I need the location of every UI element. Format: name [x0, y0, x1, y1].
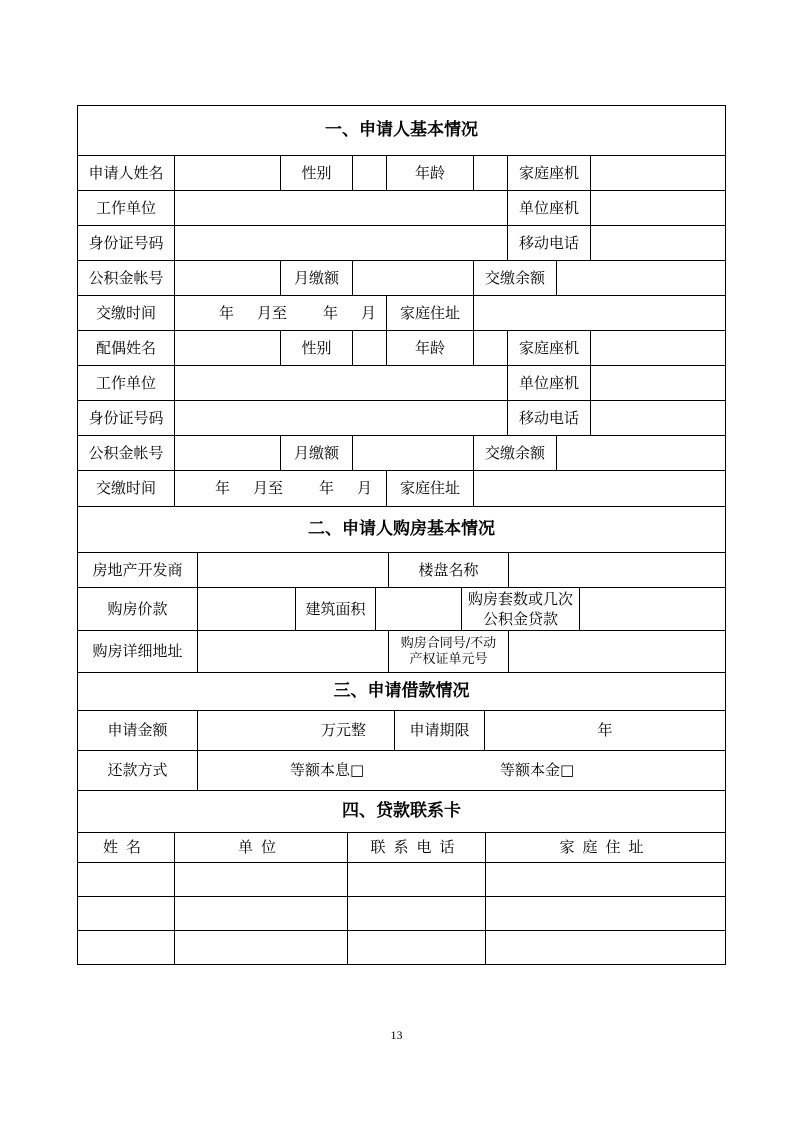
- field-developer[interactable]: [198, 553, 389, 588]
- field-spouse-home-address[interactable]: [474, 471, 725, 507]
- label-spouse-name: 配偶姓名: [78, 331, 175, 366]
- field-spouse-name[interactable]: [175, 331, 281, 366]
- field-monthly-pay[interactable]: [353, 261, 474, 296]
- section3-title: 三、申请借款情况: [78, 673, 725, 711]
- label-age: 年龄: [387, 156, 474, 191]
- field-sets-count[interactable]: [580, 588, 725, 631]
- spouse-pay-time-month: 月: [357, 479, 373, 497]
- pay-time-year-2: 年: [323, 303, 339, 322]
- label-spouse-gender: 性别: [281, 331, 353, 366]
- pay-time-month: 月: [361, 303, 377, 322]
- field-spouse-monthly-pay[interactable]: [353, 436, 474, 471]
- field-spouse-pay-time[interactable]: [175, 471, 387, 507]
- label-id-number: 身份证号码: [78, 226, 175, 261]
- label-monthly-pay: 月缴额: [281, 261, 353, 296]
- field-spouse-age[interactable]: [474, 331, 508, 366]
- contact-cell[interactable]: [78, 931, 175, 964]
- field-age[interactable]: [474, 156, 508, 191]
- label-fund-account: 公积金帐号: [78, 261, 175, 296]
- label-home-address: 家庭住址: [387, 296, 474, 331]
- contact-cell[interactable]: [486, 931, 725, 964]
- pay-time-year-1: 年: [219, 303, 235, 322]
- field-spouse-work-unit[interactable]: [175, 366, 508, 401]
- label-spouse-monthly-pay: 月缴额: [281, 436, 353, 471]
- pay-time-month-to: 月至: [257, 303, 288, 322]
- field-id-number[interactable]: [175, 226, 508, 261]
- field-amount[interactable]: [198, 711, 395, 751]
- label-gender: 性别: [281, 156, 353, 191]
- label-pay-time: 交缴时间: [78, 296, 175, 331]
- label-spouse-unit-phone: 单位座机: [508, 366, 591, 401]
- section4-title: 四、贷款联系卡: [78, 791, 725, 833]
- field-mobile[interactable]: [591, 226, 725, 261]
- page-number: 13: [390, 1028, 403, 1042]
- contact-cell[interactable]: [486, 897, 725, 931]
- label-spouse-work-unit: 工作单位: [78, 366, 175, 401]
- spouse-pay-time-year-1: 年: [215, 479, 231, 497]
- option-equal-installment[interactable]: 等额本息□: [290, 761, 365, 779]
- application-form: [77, 105, 726, 965]
- contact-cell[interactable]: [175, 931, 348, 964]
- field-spouse-id-number[interactable]: [175, 401, 508, 436]
- spouse-pay-time-month-to: 月至: [253, 479, 284, 497]
- label-work-unit: 工作单位: [78, 191, 175, 226]
- field-price[interactable]: [198, 588, 296, 631]
- label-spouse-home-address: 家庭住址: [387, 471, 474, 507]
- field-spouse-home-phone[interactable]: [591, 331, 725, 366]
- field-home-phone[interactable]: [591, 156, 725, 191]
- field-spouse-unit-phone[interactable]: [591, 366, 725, 401]
- label-amount: 申请金额: [78, 711, 198, 751]
- contact-cell[interactable]: [348, 931, 486, 964]
- contact-cell[interactable]: [78, 897, 175, 931]
- field-spouse-fund-account[interactable]: [175, 436, 281, 471]
- label-repay-method: 还款方式: [78, 751, 198, 791]
- option-equal-principal[interactable]: 等额本金□: [500, 761, 575, 779]
- field-spouse-pay-balance[interactable]: [557, 436, 725, 471]
- label-mobile: 移动电话: [508, 226, 591, 261]
- label-developer: 房地产开发商: [78, 553, 198, 588]
- label-applicant-name: 申请人姓名: [78, 156, 175, 191]
- field-pay-balance[interactable]: [557, 261, 725, 296]
- section1-title: 一、申请人基本情况: [78, 106, 725, 156]
- contact-cell[interactable]: [175, 863, 348, 897]
- label-spouse-mobile: 移动电话: [508, 401, 591, 436]
- col-name: 姓名: [78, 833, 175, 863]
- contact-cell[interactable]: [348, 897, 486, 931]
- label-price: 购房价款: [78, 588, 198, 631]
- term-unit: 年: [597, 721, 613, 739]
- col-unit: 单位: [175, 833, 348, 863]
- field-home-address[interactable]: [474, 296, 725, 331]
- label-term: 申请期限: [395, 711, 485, 751]
- field-spouse-gender[interactable]: [353, 331, 387, 366]
- field-unit-phone[interactable]: [591, 191, 725, 226]
- label-spouse-home-phone: 家庭座机: [508, 331, 591, 366]
- amount-unit: 万元整: [320, 721, 366, 739]
- label-purchase-address: 购房详细地址: [78, 631, 198, 673]
- label-pay-balance: 交缴余额: [474, 261, 557, 296]
- contact-cell[interactable]: [78, 863, 175, 897]
- contact-cell[interactable]: [486, 863, 725, 897]
- label-project-name: 楼盘名称: [389, 553, 509, 588]
- contact-cell[interactable]: [348, 863, 486, 897]
- field-pay-time[interactable]: [175, 296, 387, 331]
- field-area[interactable]: [376, 588, 462, 631]
- label-spouse-id-number: 身份证号码: [78, 401, 175, 436]
- label-spouse-pay-balance: 交缴余额: [474, 436, 557, 471]
- field-work-unit[interactable]: [175, 191, 508, 226]
- field-project-name[interactable]: [509, 553, 725, 588]
- label-sets-count: 购房套数或几次公积金贷款: [462, 588, 580, 631]
- section2-title: 二、申请人购房基本情况: [78, 507, 725, 553]
- field-term[interactable]: [485, 711, 725, 751]
- label-contract-no: 购房合同号/不动产权证单元号: [389, 631, 509, 673]
- field-spouse-mobile[interactable]: [591, 401, 725, 436]
- field-applicant-name[interactable]: [175, 156, 281, 191]
- field-contract-no[interactable]: [509, 631, 725, 673]
- label-unit-phone: 单位座机: [508, 191, 591, 226]
- field-gender[interactable]: [353, 156, 387, 191]
- field-purchase-address[interactable]: [198, 631, 389, 673]
- col-phone: 联系电话: [348, 833, 486, 863]
- field-fund-account[interactable]: [175, 261, 281, 296]
- repay-method-options: [198, 751, 725, 791]
- contact-cell[interactable]: [175, 897, 348, 931]
- label-spouse-pay-time: 交缴时间: [78, 471, 175, 507]
- label-home-phone: 家庭座机: [508, 156, 591, 191]
- label-area: 建筑面积: [296, 588, 376, 631]
- col-address: 家庭住址: [486, 833, 725, 863]
- label-spouse-fund-account: 公积金帐号: [78, 436, 175, 471]
- spouse-pay-time-year-2: 年: [319, 479, 335, 497]
- label-spouse-age: 年龄: [387, 331, 474, 366]
